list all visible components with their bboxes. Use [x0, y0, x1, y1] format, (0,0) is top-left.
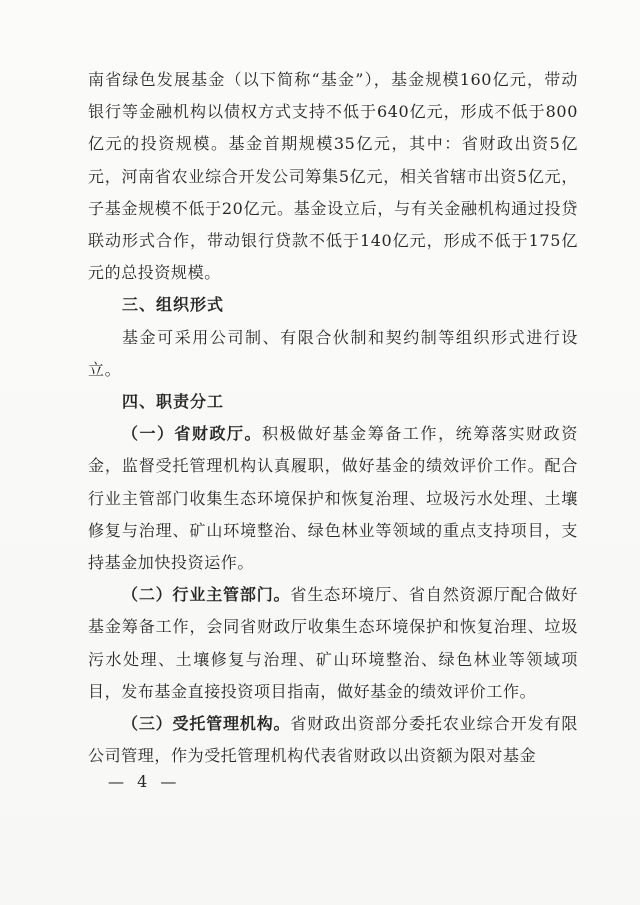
paragraph-finance-department — [88, 418, 578, 579]
paragraph-trustee-institution — [88, 708, 578, 772]
trustee-institution-text: 省财政出资部分委托农业综合开发有限公司管理，作为受托管理机构代表省财政以出资额为限对基金 — [88, 714, 578, 766]
paragraph-industry-departments — [88, 579, 578, 708]
subheading-finance-department: （一）省财政厅。 — [122, 424, 263, 444]
page-number: — 4 — — [108, 772, 181, 791]
finance-department-text: 积极做好基金筹备工作，统筹落实财政资金，监督受托管理机构认真履职，做好基金的绩效评价工作。配合行业主管部门收集生态环境保护和恢复治理、垃圾污水处理、土壤修复与治理、矿山环境整治、绿色林业等领域的重点支持项目，支持基金加快投资运作。 — [88, 424, 578, 573]
document-body — [88, 64, 578, 772]
paragraph-organization-form: 基金可采用公司制、有限合伙制和契约制等组织形式进行设立。 — [88, 327, 578, 379]
industry-departments-text: 省生态环境厅、省自然资源厅配合做好基金筹备工作，会同省财政厅收集生态环境保护和恢复治理、垃圾污水处理、土壤修复与治理、矿山环境整治、绿色林业等领域项目，发布基金直接投资项目指南，做好基金的绩效评价工作。 — [88, 585, 578, 701]
heading-organization-form: 三、组织形式 — [122, 295, 225, 315]
heading-responsibilities: 四、职责分工 — [122, 392, 225, 412]
subheading-industry-departments: （二）行业主管部门。 — [122, 585, 291, 605]
paragraph-fund-scale: 南省绿色发展基金（以下简称“基金”），基金规模160亿元，带动银行等金融机构以债权方式支持不低于640亿元，形成不低于800亿元的投资规模。基金首期规模35亿元，其中：省财政出资5亿元，河南省农业综合开发公司筹集5亿元，相关省辖市出资5亿元，子基金规模不低于20亿元。基金设立后，与有关金融机构通过投贷联动形式合作，带动银行贷款不低于140亿元，形成不低于175亿元的总投资规模。 — [88, 70, 578, 283]
subheading-trustee-institution: （三）受托管理机构。 — [122, 714, 291, 734]
